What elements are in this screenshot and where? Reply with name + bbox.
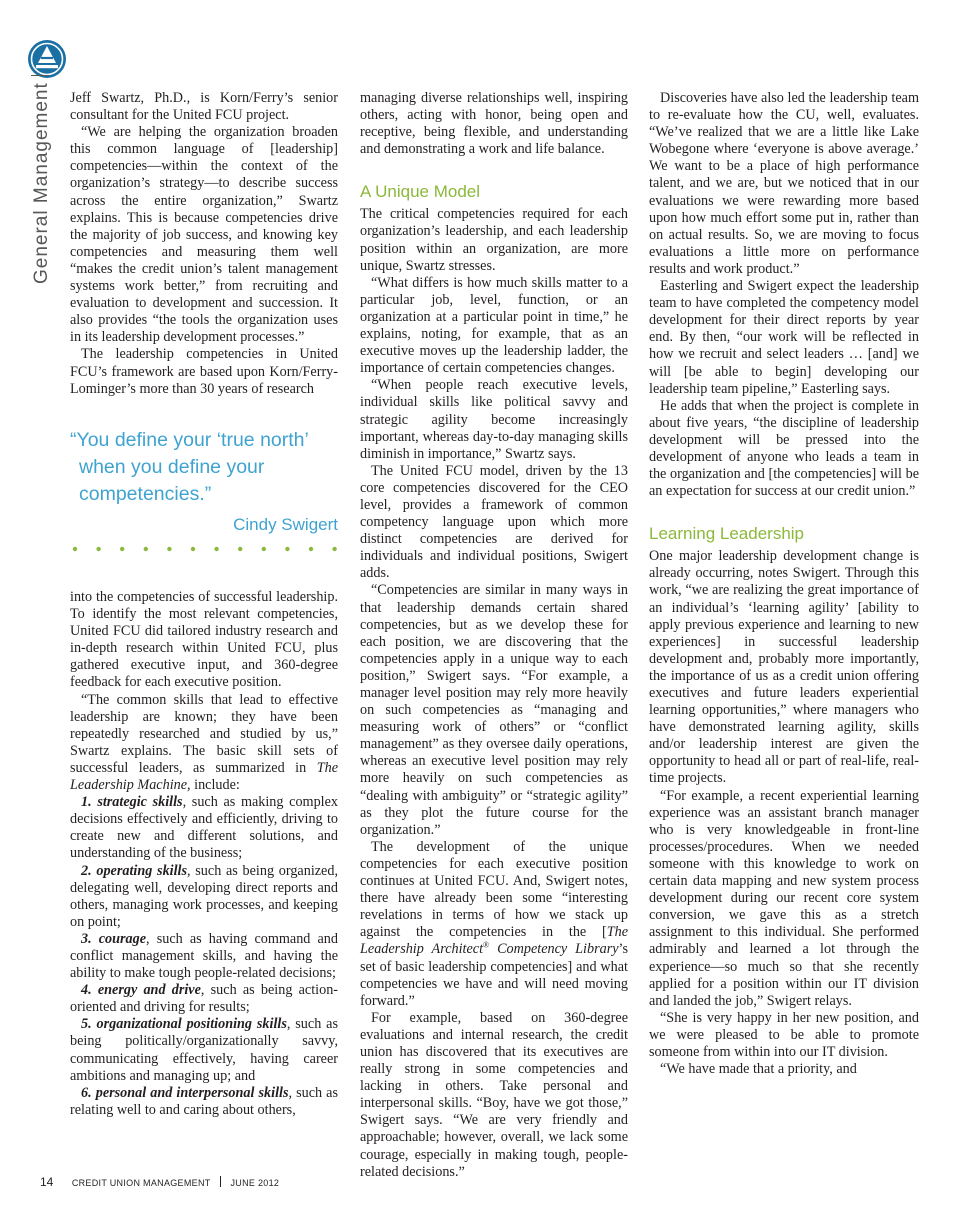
skill-item: 1. strategic skills, such as making complex decisions effectively and efficiently, driving to create new and different solutions, and understanding of the business; bbox=[70, 794, 339, 862]
paragraph: The critical competencies required for each organization’s leadership, and each leadership position within an organization, are more unique, Swartz stresses. bbox=[360, 206, 628, 274]
section-heading-learning-leadership: Learning Leadership bbox=[649, 524, 805, 544]
paragraph: managing diverse relationships well, inspiring others, acting with honor, being open and receptive, being flexible, and understanding and demonstrating a work and life balance. bbox=[360, 90, 628, 158]
paragraph: The development of the unique competencies for each executive position continues at United FCU. And, Swigert notes, there have already been some “interesting revelations in terms of how we stack up against the competencies in the [The Leadership Architect® Competency Library’s set of basic leadership competencies] and what competencies we have and will need moving forward.” bbox=[360, 838, 628, 1009]
paragraph: “The common skills that lead to effective leadership are known; they have been repeatedly researched and studied by us,” Swartz explains. The basic skill sets of successful leaders, as summarized in The Leadership Machine, include: bbox=[70, 691, 338, 794]
book-title: The Leadership Architect bbox=[360, 924, 628, 958]
paragraph: “She is very happy in her new position, and we were pleased to be able to promote someone from within into our IT division. bbox=[649, 1009, 919, 1060]
pull-quote-attribution: Cindy Swigert bbox=[233, 515, 338, 534]
publication-name: CREDIT UNION MANAGEMENT bbox=[71, 1178, 211, 1188]
skill-item: 3. courage, such as having command and conflict management skills, and having the ability to make tough people-related decisions; bbox=[70, 930, 338, 982]
paragraph: Easterling and Swigert expect the leadership team to have completed the competency model development for their direct reports by year end. By then, “our work will be reflected in how we recruit and select leaders … [and] we will [be able to begin] developing our leadership team pipeline,” Easterling says. bbox=[649, 278, 919, 397]
paragraph: “When people reach executive levels, individual skills like political savvy and strategic agility become increasingly important, whereas day-to-day managing skills diminish in importance,” Swartz says. bbox=[360, 377, 628, 462]
skill-item: 6. personal and interpersonal skills, such as relating well to and caring about others, bbox=[70, 1084, 339, 1118]
skill-item: 4. energy and drive, such as being action-oriented and driving for results; bbox=[70, 982, 339, 1016]
section-heading-unique-model: A Unique Model bbox=[360, 182, 481, 202]
paragraph: “We have made that a priority, and bbox=[660, 1061, 857, 1078]
skill-item: 2. operating skills, such as being organized, delegating well, developing direct reports and others, managing work processes, and keeping on point; bbox=[70, 862, 338, 930]
page-footer bbox=[40, 1173, 279, 1191]
paragraph: “Competencies are similar in many ways in that leadership demands certain shared competencies, but as we develop these for each position, we are discovering that the competencies apply in a unique way to each position,” Swigert says. “For example, a manager level position may rely more heavily on such competencies as “managing and measuring work of others” or “conflict management” as they oversee daily operations, whereas an executive level position may rely more heavily on such competencies as “dealing with ambiguity” or “strategic agility” as they plot the future course for the organization.” bbox=[360, 582, 628, 838]
paragraph: “For example, a recent experiential learning experience was an assistant branch manager who is very knowledgeable in front-line processes/procedures. When we needed someone with this knowledge to work on certain data mapping and new system process development during our recent core system conversion, we gave this as a stretch assignment to this individual. She performed admirably and learned a lot through the experience—so much so that she recently applied for a position within our IT division and landed the job,” Swigert relays. bbox=[649, 787, 919, 1009]
pull-quote bbox=[70, 427, 338, 536]
column-3 bbox=[649, 90, 919, 1078]
paragraph: “What differs is how much skills matter to a particular job, level, function, or an organization at a particular point in time,” he explains, noting, for example, that as an executive moves up the leadership ladder, the importance of certain competencies changes. bbox=[360, 274, 628, 377]
paragraph: Jeff Swartz, Ph.D., is Korn/Ferry’s senior consultant for the United FCU project. bbox=[70, 90, 338, 124]
page-number: 14 bbox=[40, 1175, 54, 1189]
book-title: Competency Library bbox=[497, 941, 619, 958]
skill-item: 5. organizational positioning skills, such as being politically/organizationally savvy, communicating effectively, having career ambitions and managing up; and bbox=[70, 1016, 338, 1084]
paragraph: For example, based on 360-degree evaluations and internal research, the credit union has discovered that its executives are really strong in some competencies and lacking in others. Take personal and interpersonal skills. “Boy, have we got those,” Swigert says. “We are very friendly and approachable; however, overall, we lack some courage, especially in making tough, people-related decisions.” bbox=[360, 1009, 628, 1180]
column-2 bbox=[360, 90, 628, 1181]
paragraph: The leadership competencies in United FCU’s framework are based upon Korn/Ferry-Lominger’s more than 30 years of research bbox=[70, 346, 338, 397]
section-label: General Management bbox=[30, 64, 54, 284]
column-1-bottom bbox=[70, 589, 338, 1119]
footer-divider bbox=[220, 1176, 221, 1187]
paragraph: “We are helping the organization broaden this common language of [leadership] competencies—within the context of the organization’s strategy—to describe success across the entire organization,” Swartz explains. This is because competencies drive the majority of job success, and knowing key competencies and measuring them well “makes the credit union’s talent management systems work better,” from recruiting and evaluation to development and succession. It also provides “the tools the organization uses in its leadership development processes.” bbox=[70, 124, 338, 346]
pull-quote-text: “You define your ‘true north’ when you define your competencies.” bbox=[70, 429, 309, 505]
paragraph: He adds that when the project is complete in about five years, “the discipline of leadership development will be pressed into the development of anyone who leads a team in the organization and [the competencies] will be an expectation for success at our credit union.” bbox=[649, 397, 919, 500]
column-1-top bbox=[70, 90, 338, 398]
dotted-divider bbox=[72, 546, 338, 552]
paragraph: One major leadership development change is already occurring, notes Swigert. Through this work, “we are realizing the great importance of an individual’s ‘learning agility’ [ability to apply previous experience and learning to new experiences] in successful leadership development and, probably more importantly, the importance of us as a credit union offering executives and future leaders experiential learning opportunities,” where managers who have demonstrated learning agility, skills and/or leadership interest are given the opportunity to head all or part of real-life, real-time projects. bbox=[649, 548, 919, 787]
paragraph: into the competencies of successful leadership. To identify the most relevant competencies, United FCU did tailored industry research and in-depth research within United FCU, plus gathered executive input, and 360-degree feedback for each executive position. bbox=[70, 589, 338, 691]
paragraph: Discoveries have also led the leadership team to re-evaluate how the CU, well, evaluates. “We’ve realized that we are a little like Lake Wobegone where ‘everyone is above average.’ We want to be a place of high performance talent, and we are, but we noticed that in our evaluations we were rewarding more based upon how much effort some put in, rather than on actual results. So, we are moving to focus evaluations a little more on performance results and work product.” bbox=[649, 90, 919, 277]
paragraph: The United FCU model, driven by the 13 core competencies discovered for the CEO level, provides a framework of common competency language upon which more distinct competencies are derived for individuals and individual positions, Swigert adds. bbox=[360, 462, 628, 582]
issue-date: JUNE 2012 bbox=[230, 1178, 280, 1188]
book-title: The Leadership Machine, bbox=[70, 759, 338, 794]
